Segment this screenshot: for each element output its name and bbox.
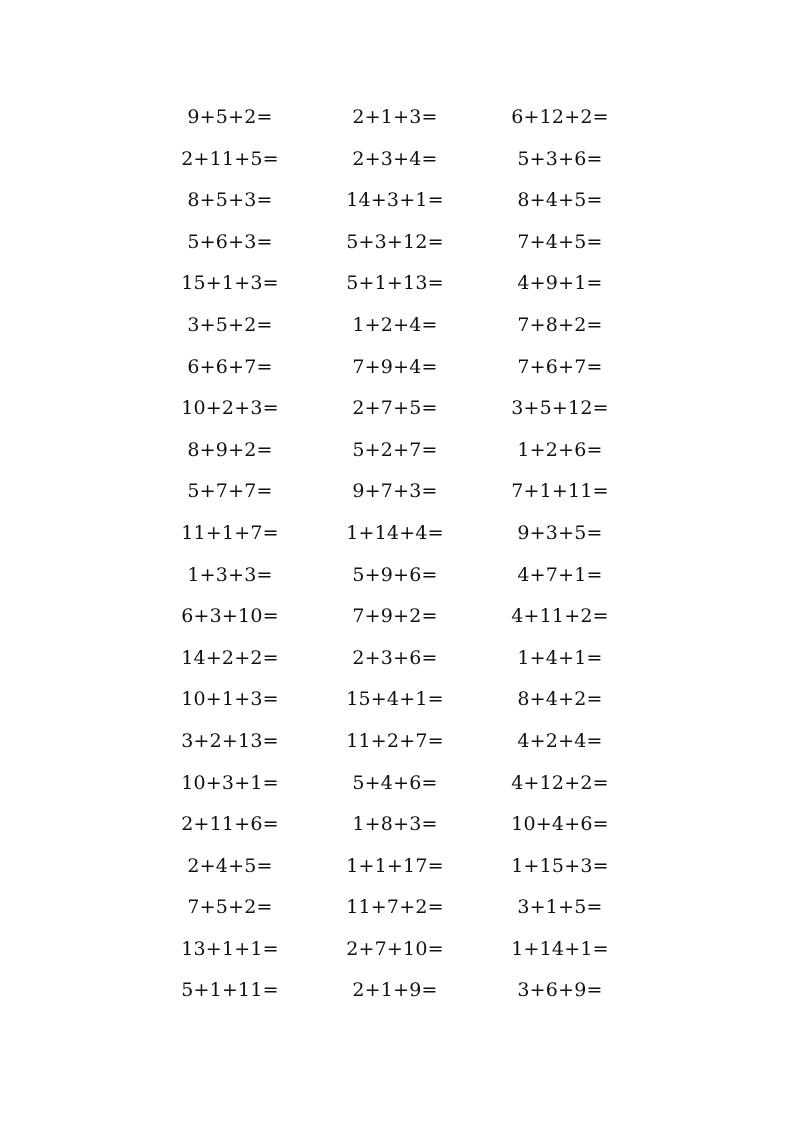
addition-problem: 15+4+1= [346,688,444,711]
problem-row [0,388,794,430]
problem-row [0,180,794,222]
addition-problem: 5+7+7= [187,480,273,503]
problem-row [0,846,794,888]
addition-problem: 7+4+5= [517,230,603,253]
addition-problem: 5+3+6= [517,147,603,170]
problem-row [0,347,794,389]
addition-problem: 7+8+2= [517,313,603,336]
problem-row [0,596,794,638]
addition-problem: 11+1+7= [181,521,279,544]
problem-row [0,513,794,555]
addition-problem: 8+4+2= [517,688,603,711]
addition-problem: 2+7+5= [352,397,438,420]
addition-problem: 3+5+12= [511,397,609,420]
addition-problem: 2+3+6= [352,646,438,669]
addition-problem: 2+1+9= [352,979,438,1002]
problem-grid [0,97,794,1012]
problem-row [0,555,794,597]
addition-problem: 5+1+11= [181,979,279,1002]
addition-problem: 1+14+1= [511,937,609,960]
addition-problem: 1+1+17= [346,854,444,877]
addition-problem: 10+2+3= [181,397,279,420]
problem-row [0,263,794,305]
problem-row [0,305,794,347]
addition-problem: 10+4+6= [511,813,609,836]
problem-row [0,804,794,846]
addition-problem: 6+3+10= [181,605,279,628]
addition-problem: 6+12+2= [511,106,609,128]
addition-problem: 2+4+5= [187,854,273,877]
problem-row [0,471,794,513]
problem-row [0,97,794,139]
addition-problem: 3+5+2= [187,313,273,336]
addition-problem: 2+3+4= [352,147,438,170]
addition-problem: 9+3+5= [517,521,603,544]
addition-problem: 3+1+5= [517,896,603,919]
addition-problem: 3+6+9= [517,979,603,1002]
problem-row [0,970,794,1012]
addition-problem: 14+3+1= [346,189,444,212]
addition-problem: 5+4+6= [352,771,438,794]
problem-row [0,430,794,472]
addition-problem: 7+9+4= [352,355,438,378]
addition-problem: 15+1+3= [181,272,279,295]
addition-problem: 4+7+1= [517,563,603,586]
addition-problem: 1+8+3= [352,813,438,836]
addition-problem: 1+2+6= [517,438,603,461]
addition-problem: 1+14+4= [346,521,444,544]
addition-problem: 2+11+5= [181,147,279,170]
addition-problem: 2+11+6= [181,813,279,836]
addition-problem: 3+2+13= [181,729,279,752]
problem-row [0,721,794,763]
addition-problem: 5+6+3= [187,230,273,253]
addition-problem: 4+11+2= [511,605,609,628]
addition-problem: 2+7+10= [346,937,444,960]
addition-problem: 10+1+3= [181,688,279,711]
addition-problem: 1+4+1= [517,646,603,669]
problem-row [0,139,794,181]
addition-problem: 10+3+1= [181,771,279,794]
addition-problem: 2+1+3= [352,106,438,128]
addition-problem: 8+5+3= [187,189,273,212]
problem-row [0,887,794,929]
addition-problem: 1+2+4= [352,313,438,336]
addition-problem: 11+2+7= [346,729,444,752]
addition-problem: 14+2+2= [181,646,279,669]
addition-problem: 6+6+7= [187,355,273,378]
addition-problem: 8+9+2= [187,438,273,461]
addition-problem: 9+7+3= [352,480,438,503]
addition-problem: 13+1+1= [181,937,279,960]
problem-row [0,222,794,264]
addition-problem: 8+4+5= [517,189,603,212]
problem-row [0,763,794,805]
addition-problem: 5+9+6= [352,563,438,586]
problem-row [0,929,794,971]
addition-problem: 7+9+2= [352,605,438,628]
problem-row [0,638,794,680]
addition-problem: 7+1+11= [511,480,609,503]
addition-problem: 4+2+4= [517,729,603,752]
addition-problem: 5+1+13= [346,272,444,295]
addition-problem: 4+12+2= [511,771,609,794]
addition-problem: 9+5+2= [187,106,273,128]
addition-problem: 7+6+7= [517,355,603,378]
addition-problem: 4+9+1= [517,272,603,295]
addition-problem: 5+2+7= [352,438,438,461]
addition-problem: 5+3+12= [346,230,444,253]
problem-row [0,679,794,721]
addition-problem: 7+5+2= [187,896,273,919]
addition-problem: 1+3+3= [187,563,273,586]
addition-problem: 1+15+3= [511,854,609,877]
addition-problem: 11+7+2= [346,896,444,919]
